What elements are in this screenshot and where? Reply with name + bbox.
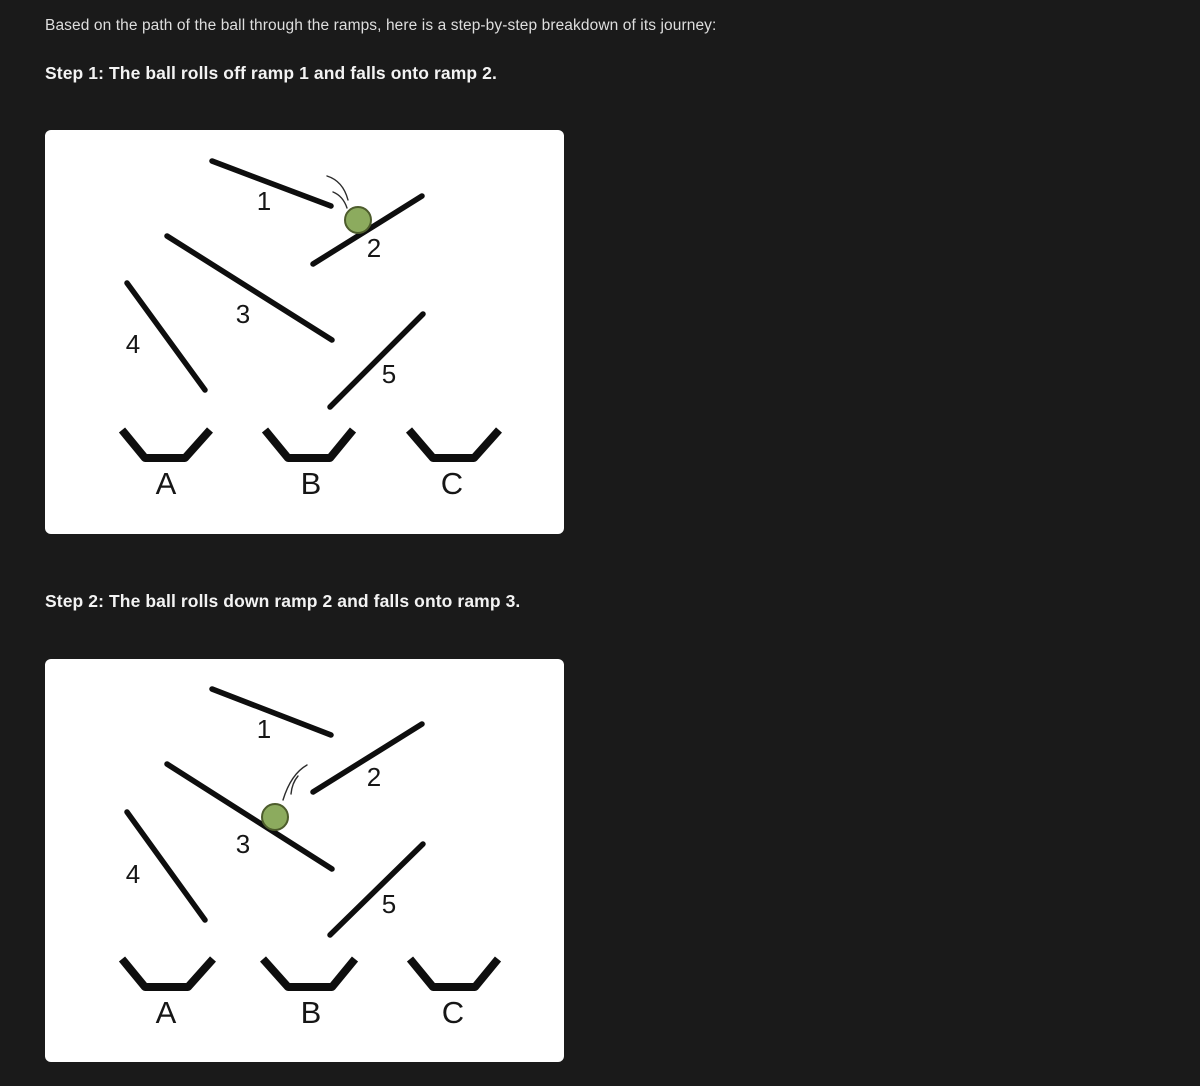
basket-a-shape — [122, 430, 210, 458]
ramp-4-label: 4 — [125, 859, 141, 890]
step-2-heading: Step 2: The ball rolls down ramp 2 and falls onto ramp 3. — [45, 591, 521, 612]
ramp-1-line — [212, 689, 331, 735]
basket-b-label: B — [300, 995, 322, 1031]
ramp-1-label: 1 — [256, 714, 272, 745]
ramp-5-label: 5 — [381, 889, 397, 920]
basket-a-label: A — [155, 995, 177, 1031]
ramp-2-label: 2 — [366, 762, 382, 793]
step-1-heading: Step 1: The ball rolls off ramp 1 and falls onto ramp 2. — [45, 63, 497, 84]
motion-arc-outer — [283, 765, 307, 800]
ball — [345, 207, 371, 233]
ramp-5-label: 5 — [381, 359, 397, 390]
ramp-3-label: 3 — [235, 299, 251, 330]
ramp-2-label: 2 — [366, 233, 382, 264]
motion-arc-outer — [327, 176, 348, 200]
basket-a-shape — [122, 959, 213, 987]
basket-a-label: A — [155, 466, 177, 502]
basket-b-shape — [263, 959, 355, 987]
ramp-1-line — [212, 161, 331, 206]
ramp-diagram-step-2 — [45, 659, 564, 1062]
motion-arc-inner — [333, 192, 347, 208]
basket-c-shape — [409, 430, 499, 458]
basket-c-label: C — [440, 466, 464, 502]
ramp-diagram-step-1 — [45, 130, 564, 534]
step-2-diagram-image[interactable] — [45, 659, 564, 1062]
ball — [262, 804, 288, 830]
basket-c-label: C — [441, 995, 465, 1031]
ramp-1-label: 1 — [256, 186, 272, 217]
basket-b-shape — [265, 430, 353, 458]
step-1-diagram-image[interactable] — [45, 130, 564, 534]
basket-b-label: B — [300, 466, 322, 502]
ramp-4-label: 4 — [125, 329, 141, 360]
ramp-5-line — [330, 314, 423, 407]
ramp-5-line — [330, 844, 423, 935]
basket-c-shape — [410, 959, 498, 987]
intro-text: Based on the path of the ball through the ramps, here is a step-by-step breakdown of its journey: — [45, 17, 717, 34]
ramp-3-label: 3 — [235, 829, 251, 860]
